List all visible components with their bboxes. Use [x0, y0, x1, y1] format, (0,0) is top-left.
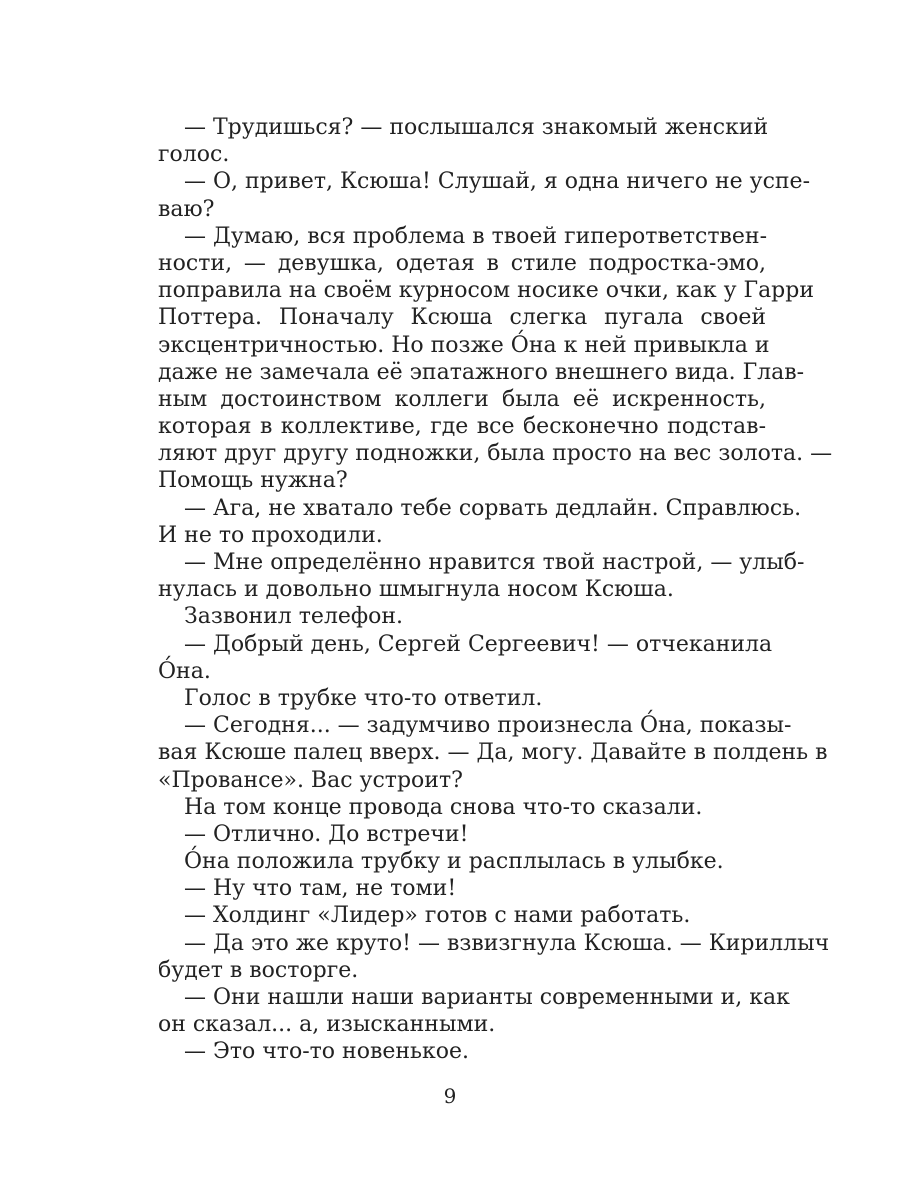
text-line: — Ну что там, не томи!	[184, 876, 457, 902]
text-line: — Думаю, вся проблема в твоей гиперответствен-	[184, 223, 768, 249]
text-line: Помощь нужна?	[158, 468, 348, 494]
text-line: О́на.	[158, 658, 211, 684]
text-line: даже не замечала её эпатажного внешнего вида. Глав-	[158, 359, 805, 385]
text-line: Поттера. Поначалу Ксюша слегка пугала своей	[158, 305, 766, 331]
text-line: нулась и довольно шмыгнула носом Ксюша.	[158, 577, 674, 603]
text-line: О́на положила трубку и расплылась в улыбке.	[184, 849, 724, 875]
text-line: поправила на своём курносом носике очки, как у Гарри	[158, 278, 815, 304]
text-line: — О, привет, Ксюша! Слушай, я одна ничего не успе-	[184, 169, 811, 195]
text-line: — Отлично. До встречи!	[184, 821, 469, 847]
text-line: голос.	[158, 142, 230, 168]
body-text	[158, 114, 833, 1066]
text-line: будет в восторге.	[158, 957, 359, 983]
text-line: — Да это же круто! — взвизгнула Ксюша. — Кириллыч	[184, 930, 830, 956]
page-number: 9	[443, 1084, 457, 1108]
text-line: — Трудишься? — послышался знакомый женский	[184, 115, 769, 140]
text-line: которая в коллективе, где все бесконечно подстав-	[158, 414, 766, 440]
text-line: ности, — девушка, одетая в стиле подростка-эмо,	[158, 250, 766, 276]
text-line: — Это что-то новенькое.	[184, 1039, 470, 1065]
text-line: эксцентричностью. Но позже О́на к ней привыкла и	[158, 332, 770, 358]
text-line: И не то проходили.	[158, 522, 383, 548]
text-line: Голос в трубке что-то ответил.	[184, 685, 543, 711]
text-line: ным достоинством коллеги была её искренность,	[158, 386, 766, 412]
text-line: он сказал... а, изысканными.	[158, 1012, 496, 1038]
text-line: — Холдинг «Лидер» готов с нами работать.	[184, 903, 691, 929]
text-line: ляют друг другу подножки, была просто на вес золота. —	[158, 441, 833, 467]
text-line: — Они нашли наши варианты современными и, как	[184, 985, 790, 1010]
text-line: ваю?	[158, 196, 215, 222]
text-line: «Провансе». Вас устроит?	[158, 767, 463, 793]
text-line: — Ага, не хватало тебе сорвать дедлайн. Справлюсь.	[184, 495, 802, 521]
text-line: Зазвонил телефон.	[184, 604, 404, 630]
text-line: — Мне определённо нравится твой настрой, — улыб-	[184, 550, 805, 575]
text-line: вая Ксюше палец вверх. — Да, могу. Давайте в полдень в	[158, 740, 828, 766]
text-line: На том конце провода снова что-то сказали.	[184, 794, 703, 820]
text-line: — Добрый день, Сергей Сергеевич! — отчеканила	[184, 631, 773, 657]
text-line: — Сегодня... — задумчиво произнесла О́на, показы-	[184, 713, 792, 739]
